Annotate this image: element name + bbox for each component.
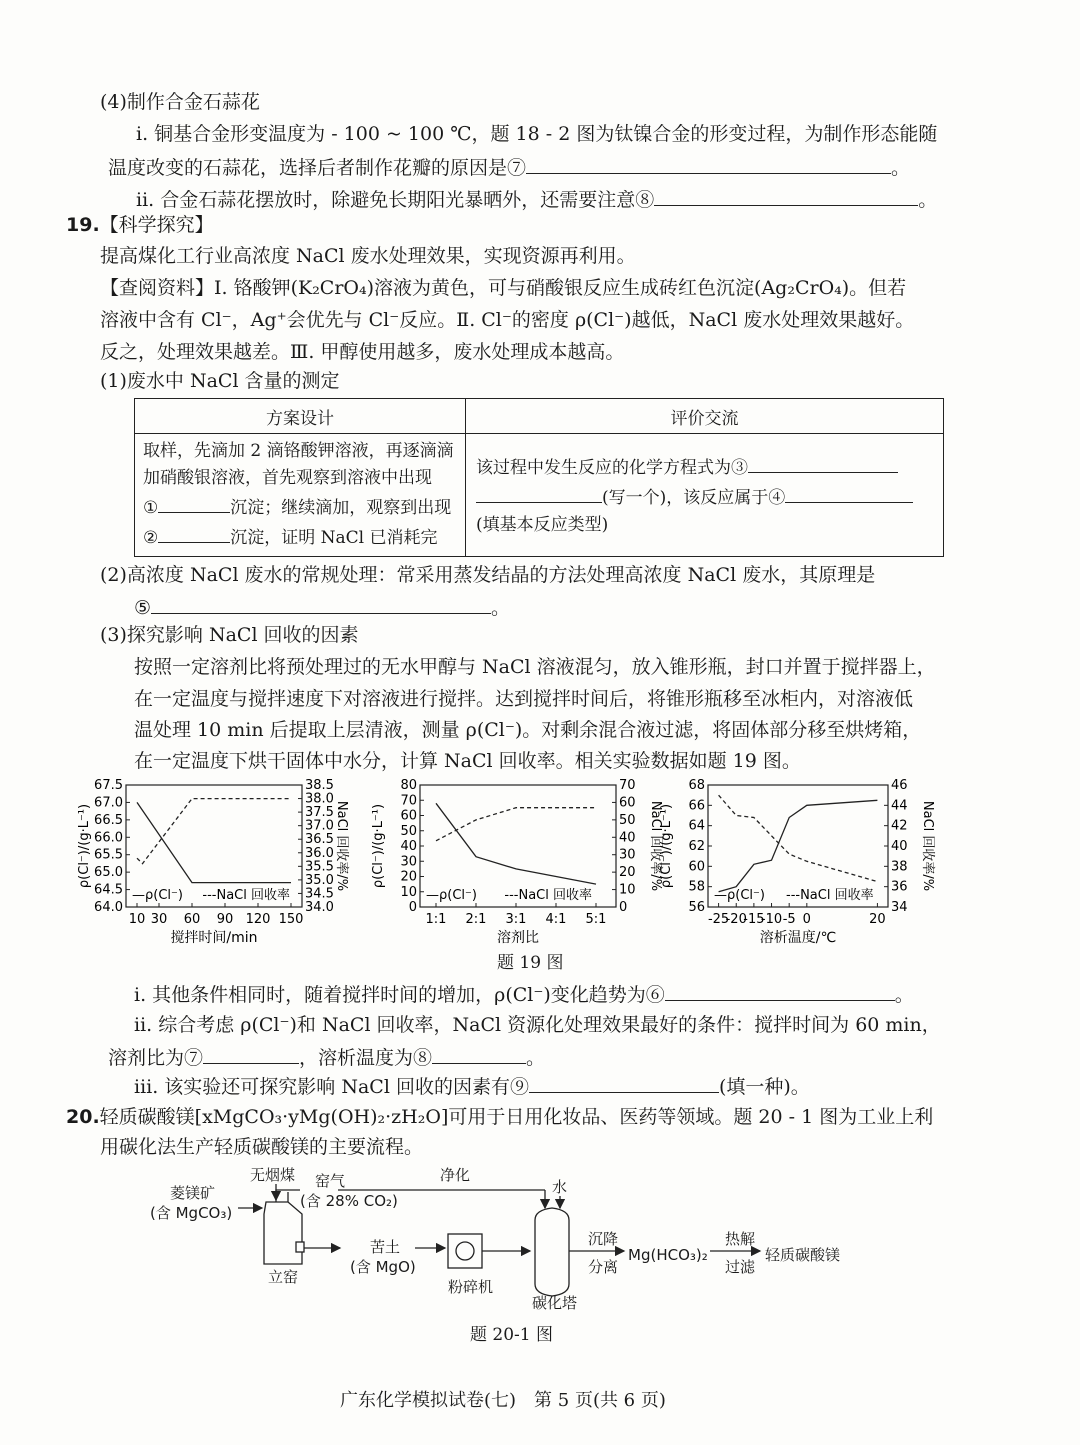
chart-2-xtick-label: 5:1 bbox=[585, 912, 607, 927]
answer-blank-1[interactable] bbox=[158, 492, 230, 513]
chart-3-y2tick-label: 42 bbox=[891, 818, 908, 834]
figure-20-1-flowchart bbox=[140, 1160, 880, 1320]
answer-blank-5[interactable] bbox=[151, 593, 491, 614]
chart-1-ytick-label: 67.0 bbox=[94, 795, 123, 811]
q19-ref-line2: 溶液中含有 Cl⁻，Ag⁺会优先与 Cl⁻反应。Ⅱ. Cl⁻的密度 ρ(Cl⁻)越低，NaCl 废水处理效果越好。 bbox=[100, 309, 915, 331]
chart-2-y2tick-label: 30 bbox=[619, 847, 636, 863]
chart-1-y2tick-label: 34.5 bbox=[305, 886, 334, 902]
chart-2-y2tick-label: 10 bbox=[619, 882, 636, 898]
answer-blank-6[interactable] bbox=[665, 980, 895, 1001]
q19-p3-line4: 在一定温度下烘干固体中水分，计算 NaCl 回收率。相关实验数据如题 19 图。 bbox=[134, 750, 801, 772]
chart-1-y2tick-label: 35.5 bbox=[305, 859, 334, 875]
flow-pyrolysis: 热解 bbox=[725, 1230, 756, 1248]
chart-1-ytick-label: 65.0 bbox=[94, 865, 123, 881]
chart-3-series-cl-density bbox=[719, 800, 878, 892]
chart-3-ytick-label: 64 bbox=[688, 818, 705, 834]
chart-3-xtick-label: -20 bbox=[725, 912, 747, 927]
answer-blank-4[interactable] bbox=[785, 482, 913, 503]
flow-separate: 分离 bbox=[588, 1258, 619, 1276]
q19-p2-line1: (2)高浓度 NaCl 废水的常规处理：常采用蒸发结晶的方法处理高浓度 NaCl 废水，其原理是 bbox=[100, 564, 876, 586]
q19-ref-line1: 【查阅资料】Ⅰ. 铬酸钾(K₂CrO₄)溶液为黄色，可与硝酸银反应生成砖红色沉淀(Ag₂CrO₄)。但若 bbox=[100, 277, 907, 299]
chart-1-ytick-label: 66.0 bbox=[94, 830, 123, 846]
q19-intro: 提高煤化工行业高浓度 NaCl 废水处理效果，实现资源再利用。 bbox=[100, 245, 636, 267]
answer-blank-9[interactable] bbox=[529, 1072, 719, 1093]
chart-3-xtick-label: -15 bbox=[743, 912, 765, 927]
chart-1-ytick-label: 64.5 bbox=[94, 882, 123, 898]
chart-3-series-nacl-recovery bbox=[719, 795, 878, 881]
q19-p3-line2: 在一定温度与搅拌速度下对溶液进行搅拌。达到搅拌时间后，将锥形瓶移至冰柜内，对溶液低 bbox=[134, 688, 914, 710]
chart-3-legend-2: ---NaCl 回收率 bbox=[786, 888, 874, 903]
chart-1-xtick-label: 90 bbox=[216, 912, 234, 927]
chart-3-y2tick-label: 36 bbox=[891, 879, 908, 895]
answer-blank-3[interactable] bbox=[748, 452, 898, 473]
chart-2-legend-1: —ρ(Cl⁻) bbox=[426, 888, 477, 903]
chart-2-ytick-label: 50 bbox=[400, 823, 417, 839]
chart-2-y2tick-label: 0 bbox=[619, 900, 628, 915]
chart-3-ytick-label: 68 bbox=[688, 778, 705, 793]
flow-product-mid: Mg(HCO₃)₂ bbox=[628, 1246, 708, 1264]
flow-coal: 无烟煤 bbox=[250, 1166, 296, 1184]
q19-qii-line1: ⅱ. 综合考虑 ρ(Cl⁻)和 NaCl 回收率，NaCl 资源化处理效果最好的条件：搅拌时间为 60 min， bbox=[134, 1014, 941, 1036]
chart-1-legend-1: —ρ(Cl⁻) bbox=[132, 888, 183, 903]
flow-ash: 苦土 bbox=[370, 1238, 401, 1256]
answer-blank-7[interactable] bbox=[526, 153, 891, 174]
answer-blank-8[interactable] bbox=[654, 185, 918, 206]
flow-settle: 沉降 bbox=[588, 1230, 619, 1248]
chart-2-xtick-label: 4:1 bbox=[545, 912, 567, 927]
flow-ore: 菱镁矿 bbox=[170, 1184, 216, 1202]
chart-2-xtick-label: 3:1 bbox=[505, 912, 527, 927]
chart-1-xtick-label: 10 bbox=[128, 912, 146, 927]
chart-1-ytick-label: 65.5 bbox=[94, 847, 123, 863]
chart-1-y2tick-label: 37.5 bbox=[305, 805, 334, 821]
crusher-shape bbox=[448, 1234, 482, 1268]
chart-1-y2label: NaCl 回收率/% bbox=[334, 800, 349, 892]
chart-1-y2tick-label: 34.0 bbox=[305, 900, 334, 915]
table-cell-evaluation: 该过程中发生反应的化学方程式为③ (写一个)，该反应属于④ (填基本反应类型) bbox=[466, 434, 944, 557]
chart-3-ytick-label: 56 bbox=[688, 900, 705, 915]
chart-1-xtick-label: 30 bbox=[150, 912, 168, 927]
chart-1-ytick-label: 66.5 bbox=[94, 812, 123, 828]
chart-3-y2tick-label: 38 bbox=[891, 859, 908, 875]
chart-3-y2tick-label: 34 bbox=[891, 900, 908, 915]
chart-1-xlabel: 搅拌时间/min bbox=[170, 930, 258, 946]
q18-part4-i-line2: 温度改变的石蒜花，选择后者制作花瓣的原因是⑦ 。 bbox=[108, 153, 910, 181]
chart-3-ytick-label: 66 bbox=[688, 798, 705, 814]
chart-1-y2tick-label: 36.0 bbox=[305, 845, 334, 861]
chart-2-xtick-label: 1:1 bbox=[425, 912, 447, 927]
chart-1-series-nacl-recovery bbox=[137, 799, 291, 864]
chart-2-xlabel: 溶剂比 bbox=[497, 930, 539, 946]
flow-tower: 碳化塔 bbox=[532, 1294, 578, 1312]
q19-qiii: ⅲ. 该实验还可探究影响 NaCl 回收的因素有⑨ (填一种)。 bbox=[134, 1072, 810, 1100]
chart-1-ytick-label: 64.0 bbox=[94, 900, 123, 915]
chart-2-ytick-label: 60 bbox=[400, 808, 417, 824]
flow-crusher: 粉碎机 bbox=[448, 1278, 494, 1296]
q19-p3-title: (3)探究影响 NaCl 回收的因素 bbox=[100, 624, 359, 646]
chart-3-xlabel: 溶析温度/℃ bbox=[759, 930, 837, 946]
chart-2-xtick-label: 2:1 bbox=[465, 912, 487, 927]
question-number: 19. bbox=[66, 214, 100, 236]
flow-kiln: 立窑 bbox=[268, 1268, 299, 1286]
chart-2-ytick-label: 10 bbox=[400, 884, 417, 900]
chart-3-xtick-label: 20 bbox=[869, 912, 886, 927]
chart-2-y2label: NaCl 回收率/% bbox=[648, 800, 663, 892]
chart-2-y2tick-label: 50 bbox=[619, 812, 636, 828]
chart-2-legend-2: ---NaCl 回收率 bbox=[504, 888, 592, 903]
q18-part4-title: (4)制作合金石蒜花 bbox=[100, 91, 260, 113]
chart-1-y2tick-label: 38.0 bbox=[305, 791, 334, 807]
table-head-evaluation: 评价交流 bbox=[466, 399, 944, 434]
q20-line1: 20.轻质碳酸镁[xMgCO₃·yMg(OH)₂·zH₂O]可用于日用化妆品、医药等领域。题 20 - 1 图为工业上利 bbox=[66, 1106, 934, 1128]
chart-1-series-cl-density bbox=[137, 802, 291, 882]
page-footer: 广东化学模拟试卷(七) 第 5 页(共 6 页) bbox=[340, 1390, 666, 1411]
chart-3-ytick-label: 62 bbox=[688, 839, 705, 854]
q19-p3-line3: 温处理 10 min 后提取上层清液，测量 ρ(Cl⁻)。对剩余混合液过滤，将固体部分移至烘烤箱， bbox=[134, 719, 922, 741]
flow-kiln-gas-sub: (含 28% CO₂) bbox=[300, 1192, 398, 1210]
chart-3-xtick-label: -25 bbox=[707, 912, 730, 927]
experiment-table bbox=[134, 398, 944, 557]
chart-2-y2tick-label: 60 bbox=[619, 795, 636, 811]
chart-1-y2tick-label: 37.0 bbox=[305, 818, 334, 834]
chart-1-y2tick-label: 35.0 bbox=[305, 872, 334, 888]
flow-product: 轻质碳酸镁 bbox=[765, 1246, 841, 1264]
chart-3-xtick-label: -5 bbox=[782, 912, 796, 927]
question-number: 20. bbox=[66, 1106, 100, 1128]
answer-blank-3-cont[interactable] bbox=[476, 482, 602, 503]
chart-3-y2tick-label: 40 bbox=[891, 839, 908, 854]
chart-2-ytick-label: 20 bbox=[400, 869, 417, 885]
chart-2-ytick-label: 70 bbox=[400, 793, 417, 809]
chart-3-y2tick-label: 46 bbox=[891, 778, 908, 793]
q18-part4-ii-line: ⅱ. 合金石蒜花摆放时，除避免长期阳光暴晒外，还需要注意⑧ 。 bbox=[136, 185, 937, 213]
chart-1-y2tick-label: 36.5 bbox=[305, 832, 334, 848]
chart-2-ytick-label: 80 bbox=[400, 778, 417, 793]
chart-3-y2tick-label: 44 bbox=[891, 798, 908, 814]
chart-2-ytick-label: 40 bbox=[400, 839, 417, 854]
answer-blank-2[interactable] bbox=[158, 522, 230, 543]
chart-3-ylabel: ρ(Cl⁻)/(g·L⁻¹) bbox=[659, 803, 674, 889]
flow-ash-sub: (含 MgO) bbox=[350, 1258, 416, 1276]
answer-blank-7b[interactable] bbox=[203, 1043, 299, 1064]
q19-p2-line2: ⑤ 。 bbox=[134, 593, 510, 621]
chart-3-legend-1: —ρ(Cl⁻) bbox=[714, 888, 765, 903]
answer-blank-8b[interactable] bbox=[432, 1043, 526, 1064]
q19-ref-line3: 反之，处理效果越差。Ⅲ. 甲醇使用越多，废水处理成本越高。 bbox=[100, 341, 625, 363]
chart-3-y2label: NaCl 回收率/% bbox=[920, 800, 935, 892]
chart-2-series-cl-density bbox=[436, 803, 596, 884]
flow-ore-sub: (含 MgCO₃) bbox=[150, 1204, 233, 1222]
q20-line2: 用碳化法生产轻质碳酸镁的主要流程。 bbox=[100, 1136, 424, 1158]
chart-3-xtick-label: 0 bbox=[802, 912, 811, 927]
kiln-shape bbox=[264, 1202, 302, 1264]
q18-part4-i-line1: ⅰ. 铜基合金形变温度为 - 100 ~ 100 ℃，题 18 - 2 图为钛镍合金的形变过程，为制作形态能随 bbox=[136, 123, 938, 145]
tower-shape bbox=[535, 1208, 569, 1296]
chart-1-legend-2: ---NaCl 回收率 bbox=[202, 888, 290, 903]
chart-1-y2tick-label: 38.5 bbox=[305, 778, 334, 793]
figure-20-caption: 题 20-1 图 bbox=[470, 1325, 553, 1345]
chart-1-ytick-label: 67.5 bbox=[94, 778, 123, 793]
flow-water: 水 bbox=[552, 1178, 568, 1196]
chart-3-xtick-label: -10 bbox=[760, 912, 783, 927]
chart-2-ytick-label: 30 bbox=[400, 854, 417, 870]
chart-2-y2tick-label: 40 bbox=[619, 830, 636, 846]
q19-p3-line1: 按照一定溶剂比将预处理过的无水甲醇与 NaCl 溶液混匀，放入锥形瓶，封口并置于搅拌器上， bbox=[134, 656, 936, 678]
chart-2-ylabel: ρ(Cl⁻)/(g·L⁻¹) bbox=[371, 803, 386, 889]
figure-19-charts bbox=[77, 775, 980, 950]
chart-3-ytick-label: 58 bbox=[688, 879, 705, 895]
chart-1-xtick-label: 150 bbox=[278, 912, 304, 927]
q19-p1-title: (1)废水中 NaCl 含量的测定 bbox=[100, 370, 340, 392]
q19-header: 19.【科学探究】 bbox=[66, 214, 214, 236]
table-head-design: 方案设计 bbox=[135, 399, 466, 434]
chart-1-xtick-label: 60 bbox=[183, 912, 201, 927]
table-cell-design: 取样，先滴加 2 滴铬酸钾溶液，再逐滴滴 加硝酸银溶液，首先观察到溶液中出现 ① 沉淀；继续滴加，观察到出现 ② 沉淀，证明 NaCl 已消耗完 bbox=[135, 434, 466, 557]
chart-1-xtick-label: 120 bbox=[245, 912, 271, 927]
q19-qii-line2: 溶剂比为⑦ ，溶析温度为⑧ 。 bbox=[108, 1043, 545, 1071]
q19-qi: ⅰ. 其他条件相同时，随着搅拌时间的增加，ρ(Cl⁻)变化趋势为⑥ 。 bbox=[134, 980, 914, 1008]
chart-2-y2tick-label: 70 bbox=[619, 778, 636, 793]
flow-purify: 净化 bbox=[440, 1166, 471, 1184]
flow-kiln-gas: 窑气 bbox=[315, 1172, 346, 1190]
chart-2-ytick-label: 0 bbox=[408, 900, 417, 915]
chart-1-ylabel: ρ(Cl⁻)/(g·L⁻¹) bbox=[77, 803, 92, 889]
figure-19-caption: 题 19 图 bbox=[497, 953, 564, 973]
flow-filter: 过滤 bbox=[725, 1258, 756, 1276]
chart-3-ytick-label: 60 bbox=[688, 859, 705, 875]
chart-2-y2tick-label: 20 bbox=[619, 865, 636, 881]
